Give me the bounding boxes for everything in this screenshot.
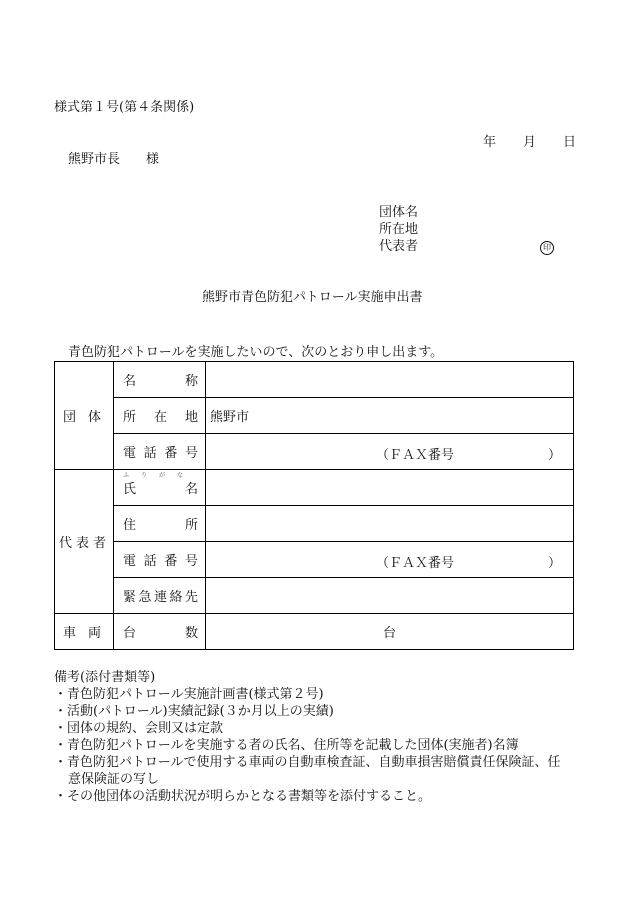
- label-char: 地: [184, 410, 198, 425]
- fax-close: ）: [547, 556, 561, 571]
- seal-mark: [540, 239, 554, 255]
- fax-close: ）: [547, 448, 561, 463]
- notes-section: [54, 669, 560, 805]
- table-row: [55, 614, 574, 650]
- group-phone-field[interactable]: [206, 434, 574, 470]
- addressee: 熊野市長 様: [68, 152, 160, 167]
- label-char: 急: [138, 590, 152, 605]
- fax-label: （ＦＡＸ番号: [376, 556, 455, 571]
- table-row: [55, 470, 574, 506]
- group-address-field[interactable]: [206, 398, 574, 434]
- representative-name-field[interactable]: [206, 470, 574, 506]
- date-day: 日: [563, 135, 577, 150]
- vehicle-count-field[interactable]: [206, 614, 574, 650]
- representative-address-field[interactable]: [206, 506, 574, 542]
- label-char: 在: [153, 410, 167, 425]
- label-char: 数: [184, 626, 198, 641]
- seal-icon: 印: [540, 241, 554, 255]
- rep-label-char: 者: [92, 536, 106, 551]
- note-item: ・団体の規約、会則又は定款: [54, 721, 224, 736]
- note-item: ・青色防犯パトロール実施計画書(様式第２号): [54, 687, 324, 702]
- label-char: 氏: [123, 482, 137, 497]
- label-char: 緊: [123, 590, 137, 605]
- label-char: 話: [143, 446, 157, 461]
- fax-label: （ＦＡＸ番号: [376, 448, 455, 463]
- vehicle-label-char: 両: [87, 626, 101, 641]
- date-line: [483, 135, 576, 151]
- date-year: 年: [483, 135, 497, 150]
- label-char: 所: [123, 410, 137, 425]
- address-label: [114, 398, 206, 434]
- label-char: 名: [123, 374, 137, 389]
- label-char: 連: [153, 590, 167, 605]
- group-name-field[interactable]: [206, 362, 574, 398]
- table-row: [55, 506, 574, 542]
- label-char: 番: [164, 554, 178, 569]
- unit-label: 台: [382, 626, 396, 641]
- rep-phone-label: [114, 542, 206, 578]
- emergency-contact-label: [114, 578, 206, 614]
- phone-label: [114, 434, 206, 470]
- table-row: [55, 542, 574, 578]
- document-title: 熊野市青色防犯パトロール実施申出書: [202, 290, 423, 305]
- label-char: 番: [164, 446, 178, 461]
- label-char: 電: [123, 446, 137, 461]
- rep-label-char: 代: [59, 536, 73, 551]
- applicant-group-name-label: 団体名: [379, 205, 419, 220]
- vehicle-label-char: 車: [63, 626, 77, 641]
- group-label-char: 体: [87, 410, 101, 425]
- group-section-label: [55, 362, 114, 470]
- application-table: [54, 361, 574, 650]
- person-name-label: [114, 470, 206, 506]
- representative-section-label: [55, 470, 114, 614]
- form-number: 様式第１号(第４条関係): [54, 100, 195, 115]
- note-item: ・その他団体の活動状況が明らかとなる書類等を添付すること。: [54, 789, 432, 804]
- label-char: 号: [184, 446, 198, 461]
- note-item: ・青色防犯パトロールで使用する車両の自動車検査証、自動車損害賠償責任保険証、任: [54, 755, 561, 770]
- label-char: 名: [184, 482, 198, 497]
- table-row: [55, 398, 574, 434]
- note-item-continuation: 意保険証の写し: [68, 772, 160, 787]
- label-char: 称: [184, 374, 198, 389]
- residence-label: [114, 506, 206, 542]
- representative-phone-field[interactable]: [206, 542, 574, 578]
- label-char: 住: [123, 518, 137, 533]
- label-char: 先: [184, 590, 198, 605]
- group-label-char: 団: [63, 410, 77, 425]
- applicant-address-label: 所在地: [379, 222, 419, 237]
- date-month: 月: [523, 135, 537, 150]
- table-row: [55, 578, 574, 614]
- label-char: 話: [143, 554, 157, 569]
- label-char: 所: [184, 518, 198, 533]
- intro-text: 青色防犯パトロールを実施したいので、次のとおり申し出ます。: [68, 345, 444, 360]
- note-item: ・青色防犯パトロールを実施する者の氏名、住所等を記載した団体(実施者)名簿: [54, 738, 519, 753]
- city-value: 熊野市: [210, 410, 250, 425]
- note-item: ・活動(パトロール)実績記録(３か月以上の実績): [54, 704, 334, 719]
- label-char: 台: [123, 626, 137, 641]
- table-row: [55, 434, 574, 470]
- label-char: 電: [123, 554, 137, 569]
- rep-label-char: 表: [75, 536, 89, 551]
- table-row: [55, 362, 574, 398]
- emergency-contact-field[interactable]: [206, 578, 574, 614]
- name-label: [114, 362, 206, 398]
- person-name-ruby: ふりがな: [123, 472, 196, 479]
- notes-heading: 備考(添付書類等): [54, 670, 156, 685]
- vehicle-section-label: [55, 614, 114, 650]
- label-char: 絡: [169, 590, 183, 605]
- vehicle-count-label: [114, 614, 206, 650]
- applicant-representative-label: 代表者: [379, 239, 419, 254]
- label-char: 号: [184, 554, 198, 569]
